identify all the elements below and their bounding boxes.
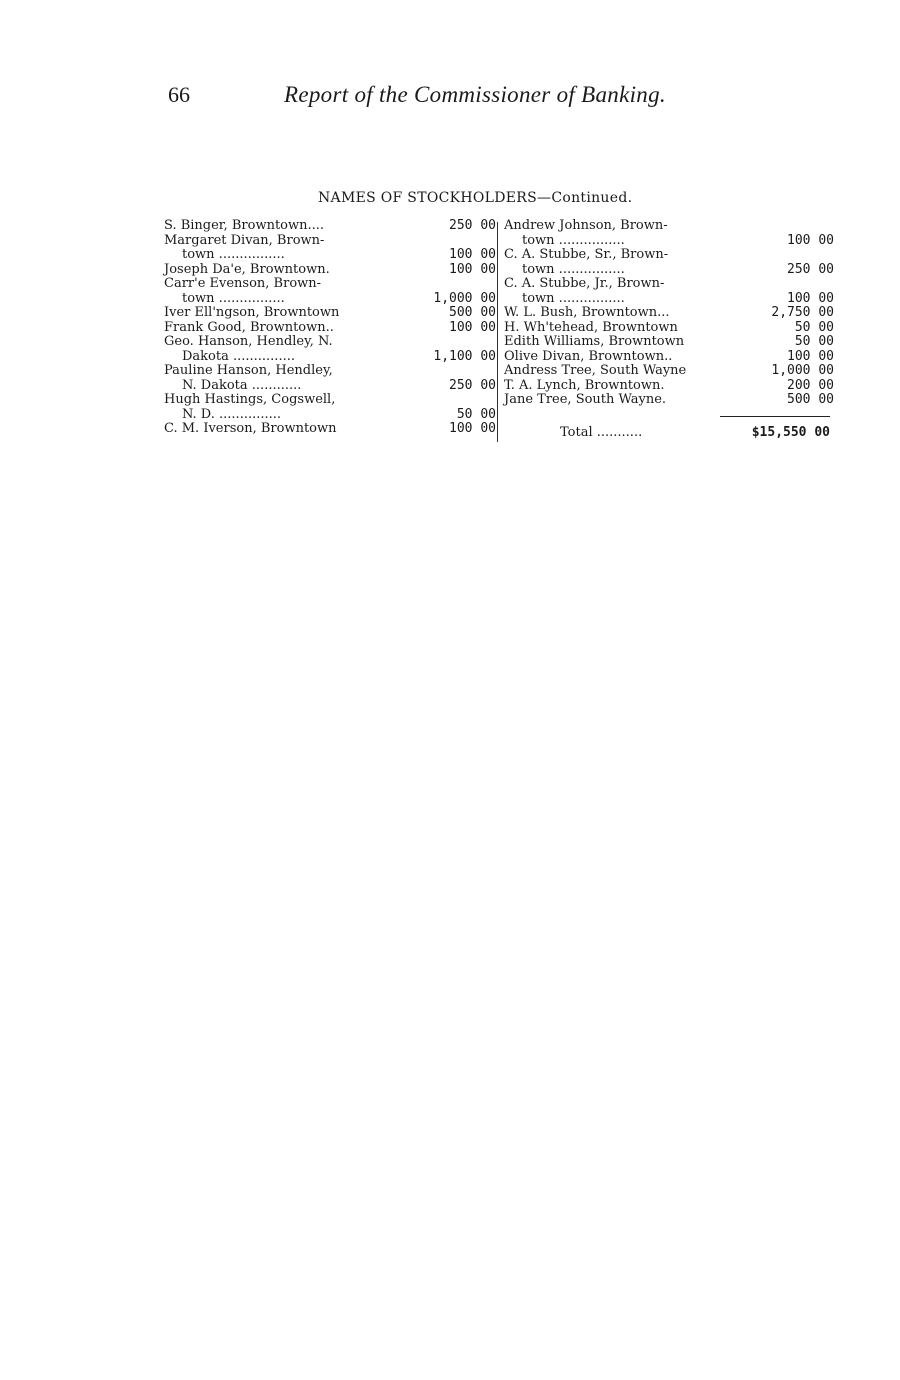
stockholder-line (164, 248, 496, 263)
stockholder-amount: 2,750 00 (771, 305, 834, 320)
stockholder-amount: 100 00 (449, 261, 496, 277)
stockholder-name: town ................ (182, 247, 285, 262)
stockholder-line (504, 234, 834, 249)
stockholder-line (504, 321, 834, 336)
stockholder-amount: 100 00 (449, 421, 496, 436)
stockholder-name: town ................ (522, 261, 625, 277)
stockholder-line (504, 350, 834, 365)
stockholder-line (164, 393, 496, 408)
stockholder-name: Jane Tree, South Wayne. (504, 392, 667, 407)
stockholders-right-column (504, 218, 834, 440)
stockholder-line (504, 248, 834, 263)
stockholder-name: town ................ (522, 290, 625, 306)
stockholder-amount: 1,100 00 (433, 348, 496, 364)
stockholder-name: town ................ (522, 232, 625, 248)
stockholder-amount: 100 00 (787, 348, 834, 364)
total-row (504, 425, 834, 440)
stockholder-name: C. A. Stubbe, Jr., Brown- (504, 276, 665, 291)
stockholder-amount: 500 00 (787, 392, 834, 407)
stockholder-name: C. A. Stubbe, Sr., Brown- (504, 247, 669, 262)
stockholder-line (164, 422, 496, 437)
stockholder-line (164, 350, 496, 365)
stockholder-line (164, 321, 496, 336)
stockholder-line (504, 335, 834, 350)
stockholder-line (164, 292, 496, 307)
stockholder-line (164, 408, 496, 423)
stockholder-line (504, 393, 834, 408)
stockholder-name: N. Dakota ............ (182, 377, 302, 393)
stockholder-amount: 100 00 (787, 232, 834, 248)
stockholder-line (504, 277, 834, 292)
stockholder-line (504, 364, 834, 379)
stockholder-amount: 1,000 00 (771, 363, 834, 378)
stockholder-name: town ................ (182, 290, 285, 306)
page-number: 66 (168, 82, 190, 107)
stockholder-name: N. D. ............... (182, 406, 282, 422)
total-label: Total ........... (560, 425, 643, 440)
stockholder-line (164, 335, 496, 350)
stockholder-name: Andrew Johnson, Brown- (504, 218, 668, 233)
stockholder-amount: 500 00 (449, 305, 496, 320)
stockholder-name: C. M. Iverson, Browntown (164, 421, 337, 436)
stockholder-line (164, 263, 496, 278)
stockholders-left-column (164, 219, 496, 437)
stockholder-name: Pauline Hanson, Hendley, (164, 363, 333, 378)
stockholder-amount: 250 00 (449, 377, 496, 393)
stockholder-line (164, 277, 496, 292)
stockholder-line (164, 306, 496, 321)
stockholder-line (164, 234, 496, 249)
stockholder-name: H. Wh'tehead, Browntown (504, 319, 678, 335)
stockholder-name: Geo. Hanson, Hendley, N. (164, 334, 333, 349)
stockholder-amount: 50 00 (794, 319, 834, 335)
stockholder-name: Iver Ell'ngson, Browntown (164, 305, 340, 320)
stockholder-line (164, 364, 496, 379)
stockholder-line (504, 219, 834, 234)
stockholder-amount: 250 00 (449, 218, 496, 233)
running-title: Report of the Commissioner of Banking. (284, 82, 666, 107)
column-divider (497, 222, 498, 442)
stockholder-name: Olive Divan, Browntown.. (504, 348, 673, 364)
stockholder-line (504, 306, 834, 321)
stockholder-amount: 100 00 (449, 247, 496, 262)
stockholder-name: Hugh Hastings, Cogswell, (164, 392, 336, 407)
stockholder-name: Frank Good, Browntown.. (164, 319, 334, 335)
stockholder-amount: 50 00 (794, 334, 834, 349)
stockholder-amount: 200 00 (787, 377, 834, 393)
stockholder-amount: 50 00 (456, 406, 496, 422)
stockholder-amount: 100 00 (787, 290, 834, 306)
stockholder-line (164, 379, 496, 394)
stockholder-name: Edith Williams, Browntown (504, 334, 685, 349)
stockholder-name: Margaret Divan, Brown- (164, 232, 325, 248)
stockholder-amount: 100 00 (449, 319, 496, 335)
stockholder-line (504, 263, 834, 278)
stockholder-name: Dakota ............... (182, 348, 295, 364)
stockholder-line (504, 292, 834, 307)
stockholder-name: Andress Tree, South Wayne (504, 363, 687, 378)
stockholder-name: Carr'e Evenson, Brown- (164, 276, 322, 291)
stockholder-name: Joseph Da'e, Browntown. (164, 261, 330, 277)
stockholder-amount: 250 00 (787, 261, 834, 277)
stockholder-name: W. L. Bush, Browntown... (504, 305, 670, 320)
stockholder-line (504, 379, 834, 394)
stockholder-name: T. A. Lynch, Browntown. (504, 377, 665, 393)
total-rule (720, 416, 830, 417)
total-amount: $15,550 00 (751, 425, 830, 440)
stockholder-line (164, 219, 496, 234)
table-title: NAMES OF STOCKHOLDERS—Continued. (318, 190, 633, 206)
stockholder-name: S. Binger, Browntown.... (164, 218, 325, 233)
stockholder-amount: 1,000 00 (433, 290, 496, 306)
